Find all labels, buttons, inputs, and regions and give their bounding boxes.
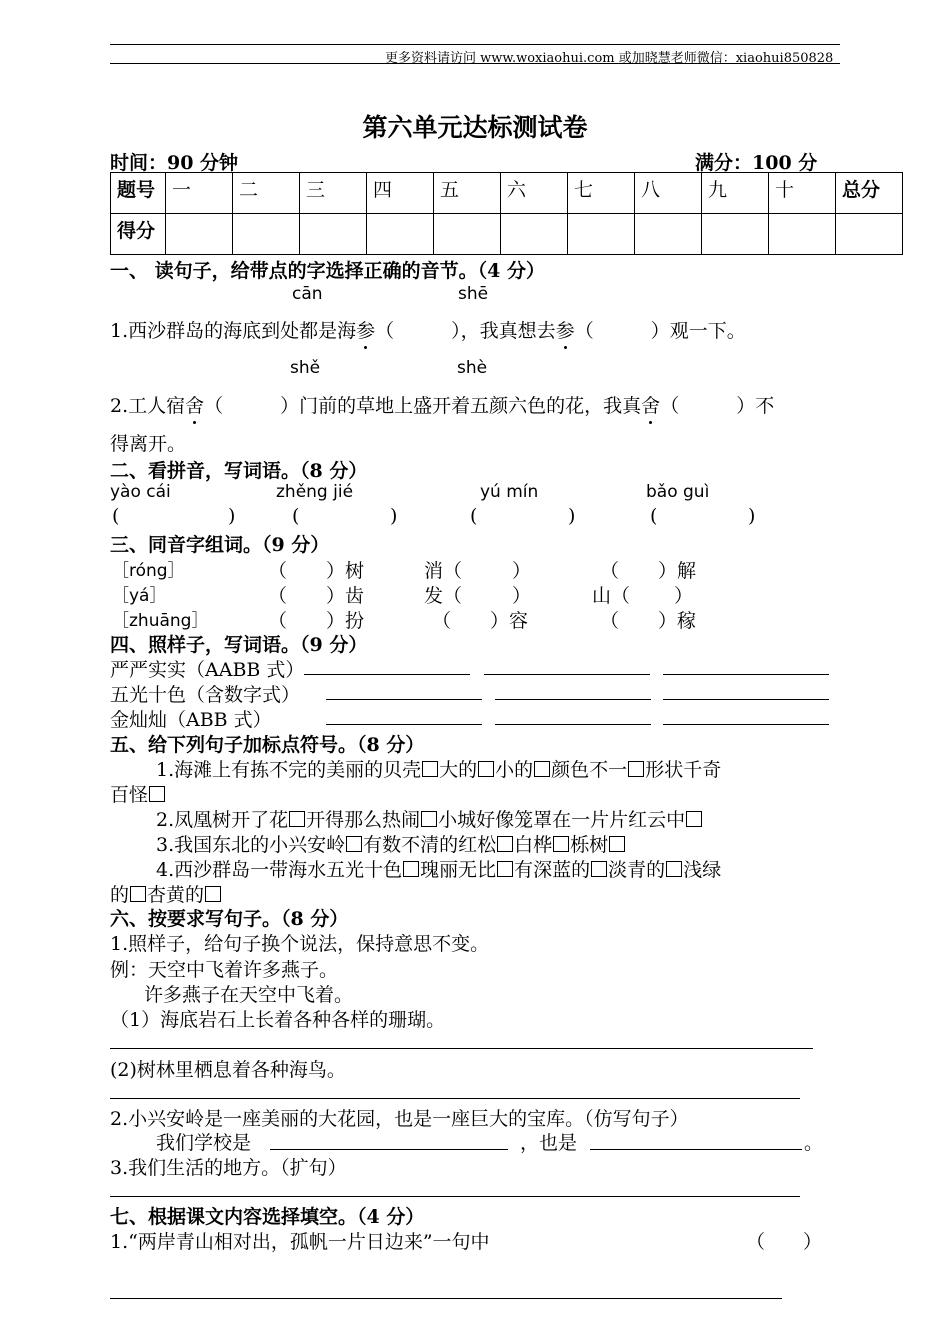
- s6-question-1: 1.照样子，给句子换个说法，保持意思不变。: [110, 933, 490, 955]
- answer-line[interactable]: [270, 1149, 508, 1150]
- answer-line[interactable]: [110, 1196, 800, 1197]
- word-blank: （: [600, 610, 620, 632]
- score-input-cell[interactable]: [836, 214, 903, 255]
- answer-line[interactable]: [110, 1298, 782, 1299]
- answer-paren-right: ): [390, 505, 398, 527]
- word-pattern: 金灿灿（ABB 式）: [110, 709, 272, 731]
- punct-box[interactable]: [403, 861, 419, 877]
- score-table-header-row: [111, 173, 903, 214]
- pinyin-word: bǎo guì: [646, 482, 710, 502]
- answer-line[interactable]: [110, 1048, 813, 1049]
- score-cell: 五: [434, 173, 501, 214]
- imitate-prefix: 我们学校是: [156, 1132, 252, 1154]
- answer-line[interactable]: [326, 699, 482, 700]
- score-input-cell[interactable]: [367, 214, 434, 255]
- punct-sentence: 3.我国东北的小兴安岭 有数不清的红松 白桦 栎树: [156, 830, 626, 857]
- score-cell: 八: [635, 173, 702, 214]
- s7-question-1: 1.“两岸青山相对出，孤帆一片日边来”一句中: [110, 1231, 490, 1253]
- punct-sentence: 4.西沙群岛一带海水五光十色 瑰丽无比 有深蓝的 淡青的 浅绿: [156, 859, 722, 881]
- word-blank: ）树: [326, 560, 365, 582]
- s1-question-2-cont: 得离开。: [110, 433, 187, 455]
- pinyin-option: shè: [457, 358, 488, 378]
- punct-box[interactable]: [497, 836, 513, 852]
- word-blank: ）容: [490, 610, 529, 632]
- pinyin-option: shě: [290, 358, 321, 378]
- word-blank: 消（: [424, 560, 463, 582]
- punct-box[interactable]: [346, 836, 362, 852]
- answer-paren-left: (: [292, 505, 300, 527]
- score-table-score-row: [111, 214, 903, 255]
- score-cell: 十: [769, 173, 836, 214]
- word-blank: ）: [512, 560, 532, 582]
- score-input-cell[interactable]: [434, 214, 501, 255]
- punct-box[interactable]: [478, 761, 494, 777]
- section5-heading: 五、给下列句子加标点符号。（8 分）: [110, 734, 425, 756]
- word-blank: （: [268, 560, 288, 582]
- punct-sentence: 1.海滩上有拣不完的美丽的贝壳 大的 小的 颜色不一 形状千奇: [156, 759, 722, 781]
- word-blank: ）齿: [326, 585, 365, 607]
- practice-sentence: (2)树林里栖息着各种海鸟。: [110, 1059, 346, 1081]
- homophone-pinyin: ［yá］: [112, 586, 167, 606]
- score-input-cell[interactable]: [300, 214, 367, 255]
- word-blank: （: [600, 560, 620, 582]
- answer-paren[interactable]: （ ）: [746, 1231, 823, 1253]
- pinyin-option: shē: [458, 284, 489, 304]
- answer-paren-left: (: [470, 505, 478, 527]
- punct-sentence: 2.凤凰树开了花 开得那么热闹 小城好像笼罩在一片片红云中: [156, 805, 703, 832]
- section7-heading: 七、根据课文内容选择填空。（4 分）: [110, 1206, 425, 1228]
- score-input-cell[interactable]: [635, 214, 702, 255]
- punct-box[interactable]: [497, 861, 513, 877]
- pinyin-word: zhěng jié: [276, 482, 354, 502]
- answer-line[interactable]: [495, 699, 651, 700]
- pinyin-word: yú mín: [480, 482, 539, 502]
- word-blank: ）稼: [658, 610, 697, 632]
- score-input-cell[interactable]: [233, 214, 300, 255]
- punct-sentence-cont: 的 杏黄的: [110, 880, 222, 907]
- score-cell: 二: [233, 173, 300, 214]
- word-blank: ）扮: [326, 610, 365, 632]
- score-cell: 六: [501, 173, 568, 214]
- punct-box[interactable]: [289, 811, 305, 827]
- punct-box[interactable]: [534, 761, 550, 777]
- score-cell: 总分: [836, 173, 903, 214]
- header-rule-bottom: [110, 63, 840, 64]
- homophone-pinyin: ［zhuāng］: [112, 611, 209, 631]
- answer-line[interactable]: [495, 724, 651, 725]
- punct-box[interactable]: [686, 811, 702, 827]
- punct-box[interactable]: [591, 861, 607, 877]
- practice-sentence: （1）海底岩石上长着各种各样的珊瑚。: [110, 1009, 446, 1031]
- score-cell: 九: [702, 173, 769, 214]
- score-input-cell[interactable]: [769, 214, 836, 255]
- section3-heading: 三、同音字组词。（9 分）: [110, 534, 330, 556]
- score-cell: 三: [300, 173, 367, 214]
- score-cell: 七: [568, 173, 635, 214]
- score-cell: 一: [166, 173, 233, 214]
- word-blank: ）解: [658, 560, 697, 582]
- answer-line[interactable]: [326, 724, 482, 725]
- s1-question-1: 1.西沙群岛的海底到处都是海参（ ），我真想去参（ ）观一下。: [110, 316, 746, 343]
- section6-heading: 六、按要求写句子。（8 分）: [110, 908, 349, 930]
- example-sentence: 许多燕子在天空中飞着。: [144, 984, 354, 1006]
- punct-box[interactable]: [666, 861, 682, 877]
- word-pattern: 五光十色（含数字式）: [110, 684, 301, 706]
- punct-box[interactable]: [628, 761, 644, 777]
- score-cell: 题号: [111, 173, 166, 214]
- score-cell: 四: [367, 173, 434, 214]
- answer-line[interactable]: [663, 674, 829, 675]
- answer-paren-right: ): [748, 505, 756, 527]
- imitate-end: 。: [804, 1132, 824, 1154]
- section4-heading: 四、照样子，写词语。（9 分）: [110, 634, 368, 656]
- word-blank: （: [432, 610, 452, 632]
- answer-paren-right: ): [228, 505, 236, 527]
- header-note: 更多资料请访问 www.woxiaohui.com 或加晓慧老师微信：xiaohui850828: [385, 51, 834, 66]
- homophone-pinyin: ［róng］: [112, 561, 185, 581]
- pinyin-word: yào cái: [110, 482, 171, 502]
- punct-box[interactable]: [553, 836, 569, 852]
- score-label: 满分：100 分: [695, 152, 818, 174]
- word-blank: ）: [674, 585, 694, 607]
- dotted-char: 舍: [185, 391, 204, 418]
- word-blank: 发（: [424, 585, 463, 607]
- score-input-cell[interactable]: [501, 214, 568, 255]
- punct-box[interactable]: [422, 761, 438, 777]
- answer-line[interactable]: [663, 699, 829, 700]
- punct-box[interactable]: [421, 811, 437, 827]
- word-blank: ）: [512, 585, 532, 607]
- header-rule-top: [110, 44, 840, 45]
- section1-heading: 一、 读句子，给带点的字选择正确的音节。（4 分）: [110, 260, 545, 282]
- word-blank: （: [268, 610, 288, 632]
- pinyin-option: cān: [292, 284, 323, 304]
- word-blank: （: [268, 585, 288, 607]
- answer-line[interactable]: [590, 1149, 802, 1150]
- section2-heading: 二、看拼音，写词语。（8 分）: [110, 460, 368, 482]
- word-blank: 山（: [592, 585, 631, 607]
- word-pattern: 严严实实（AABB 式）: [110, 659, 305, 681]
- score-input-cell[interactable]: [702, 214, 769, 255]
- punct-box[interactable]: [609, 836, 625, 852]
- answer-line[interactable]: [110, 1098, 800, 1099]
- answer-paren-right: ): [568, 505, 576, 527]
- s6-question-2: 2.小兴安岭是一座美丽的大花园，也是一座巨大的宝库。（仿写句子）: [110, 1108, 689, 1130]
- s1-question-2: 2.工人宿舍（ ）门前的草地上盛开着五颜六色的花，我真舍（ ）不: [110, 391, 774, 418]
- score-table: [110, 172, 903, 255]
- dotted-char: 参: [356, 316, 375, 343]
- dotted-char: 舍: [641, 391, 660, 418]
- punct-box[interactable]: [149, 786, 165, 802]
- page-title: 第六单元达标测试卷: [362, 113, 588, 142]
- answer-line[interactable]: [484, 674, 650, 675]
- answer-line[interactable]: [304, 674, 470, 675]
- answer-line[interactable]: [663, 724, 829, 725]
- s6-question-3: 3.我们生活的地方。（扩句）: [110, 1157, 347, 1179]
- score-cell: 得分: [111, 214, 166, 255]
- score-input-cell[interactable]: [166, 214, 233, 255]
- dotted-char: 参: [556, 316, 575, 343]
- example-sentence: 例：天空中飞着许多燕子。: [110, 959, 339, 981]
- answer-paren-left: (: [112, 505, 120, 527]
- score-input-cell[interactable]: [568, 214, 635, 255]
- answer-paren-left: (: [650, 505, 658, 527]
- punct-sentence-cont: 百怪: [110, 780, 166, 807]
- imitate-middle: ，也是: [520, 1132, 578, 1154]
- punct-box[interactable]: [205, 886, 221, 902]
- punct-box[interactable]: [130, 886, 146, 902]
- time-label: 时间：90 分钟: [110, 152, 239, 174]
